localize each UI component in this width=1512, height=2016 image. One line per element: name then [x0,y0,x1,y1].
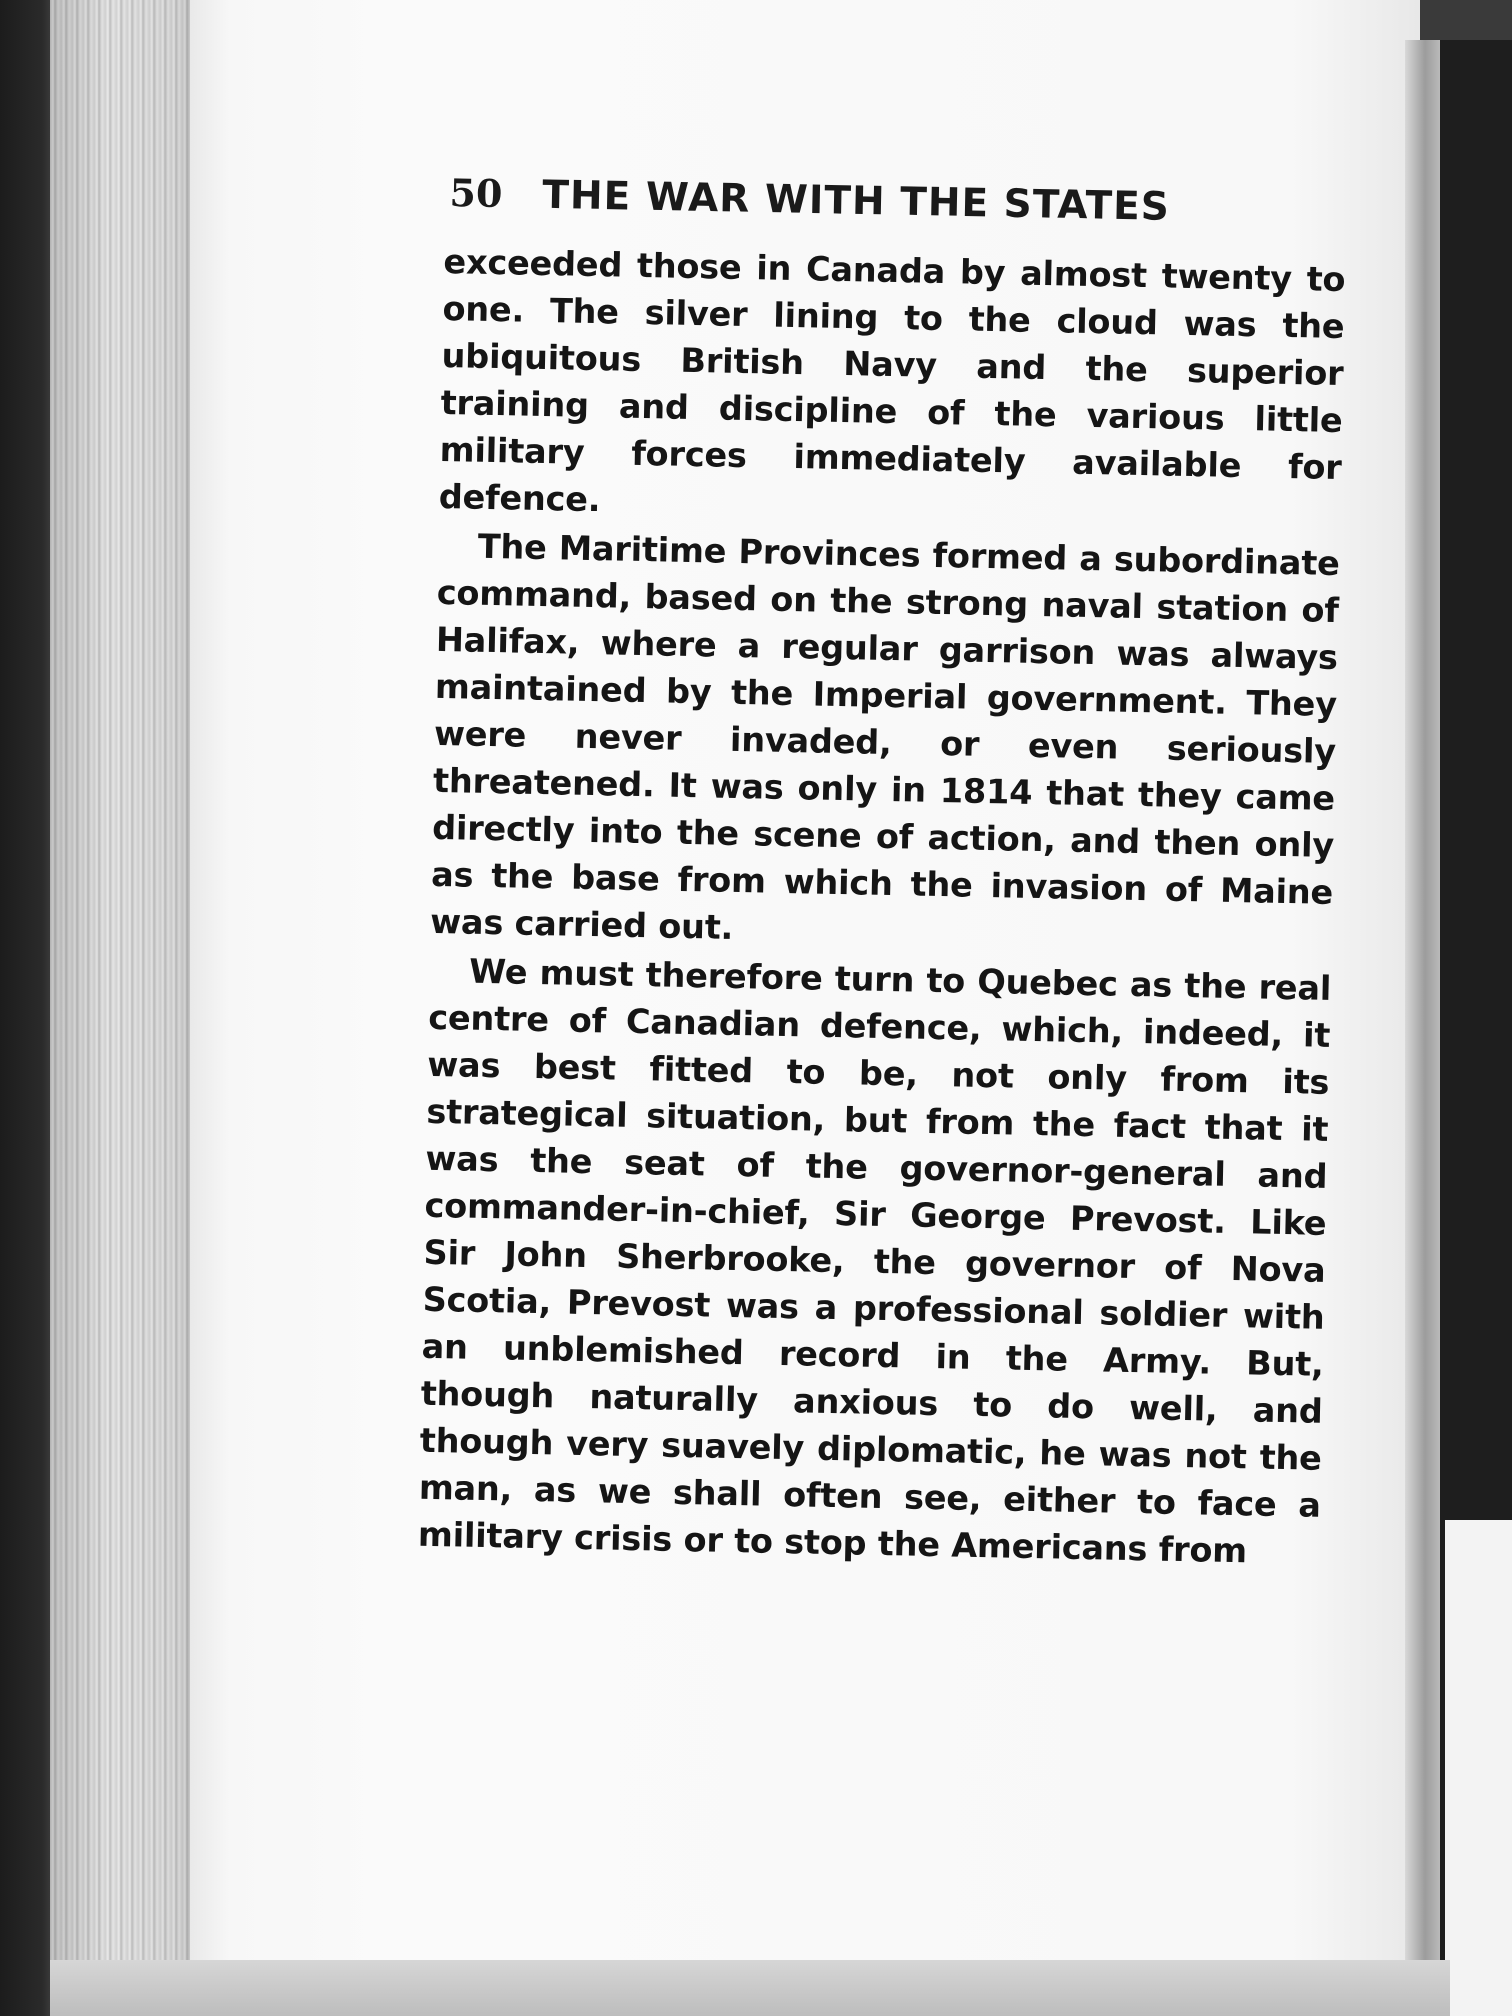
book-bottom-edge [50,1960,1450,2016]
page-edges-shadow [50,0,200,2016]
right-gutter [1405,40,1445,2016]
page-number: 50 [449,170,503,217]
running-title: THE WAR WITH THE STATES [541,172,1171,230]
paragraph-1: exceeded those in Canada by almost twenty to one. The silver lining to the cloud was the ubiquitous British Navy and the superior training and discipline of the various little military forces immediately available for defence. [438,241,1346,520]
paragraph-3: We must therefore turn to Quebec as the real centre of Canadian defence, which, indeed, it was best fitted to be, not only from its strategical situation, but from the fact that it was the seat of the governor-general and commander-in-chief, Sir George Prevost. Like Sir John Sherbrooke, the governor of Nova Scotia, Prevost was a professional soldier with an unblemished record in the Army. But, though naturally anxious to do well, and though very suavely diplomatic, he was not the man, as we shall often see, either to face a military crisis or to stop the Americans from [417,951,1332,1571]
body-text [418,238,1346,1576]
facing-page-sliver [1445,1520,1512,2016]
paragraph-2: The Maritime Provinces formed a subordinate command, based on the strong naval station of Halifax, where a regular garrison was always maintained by the Imperial government. They were never invaded, or even seriously threatened. It was only in 1814 that they came directly into the scene of action, and then only as the base from which the invasion of Maine was carried out. [429,526,1341,947]
